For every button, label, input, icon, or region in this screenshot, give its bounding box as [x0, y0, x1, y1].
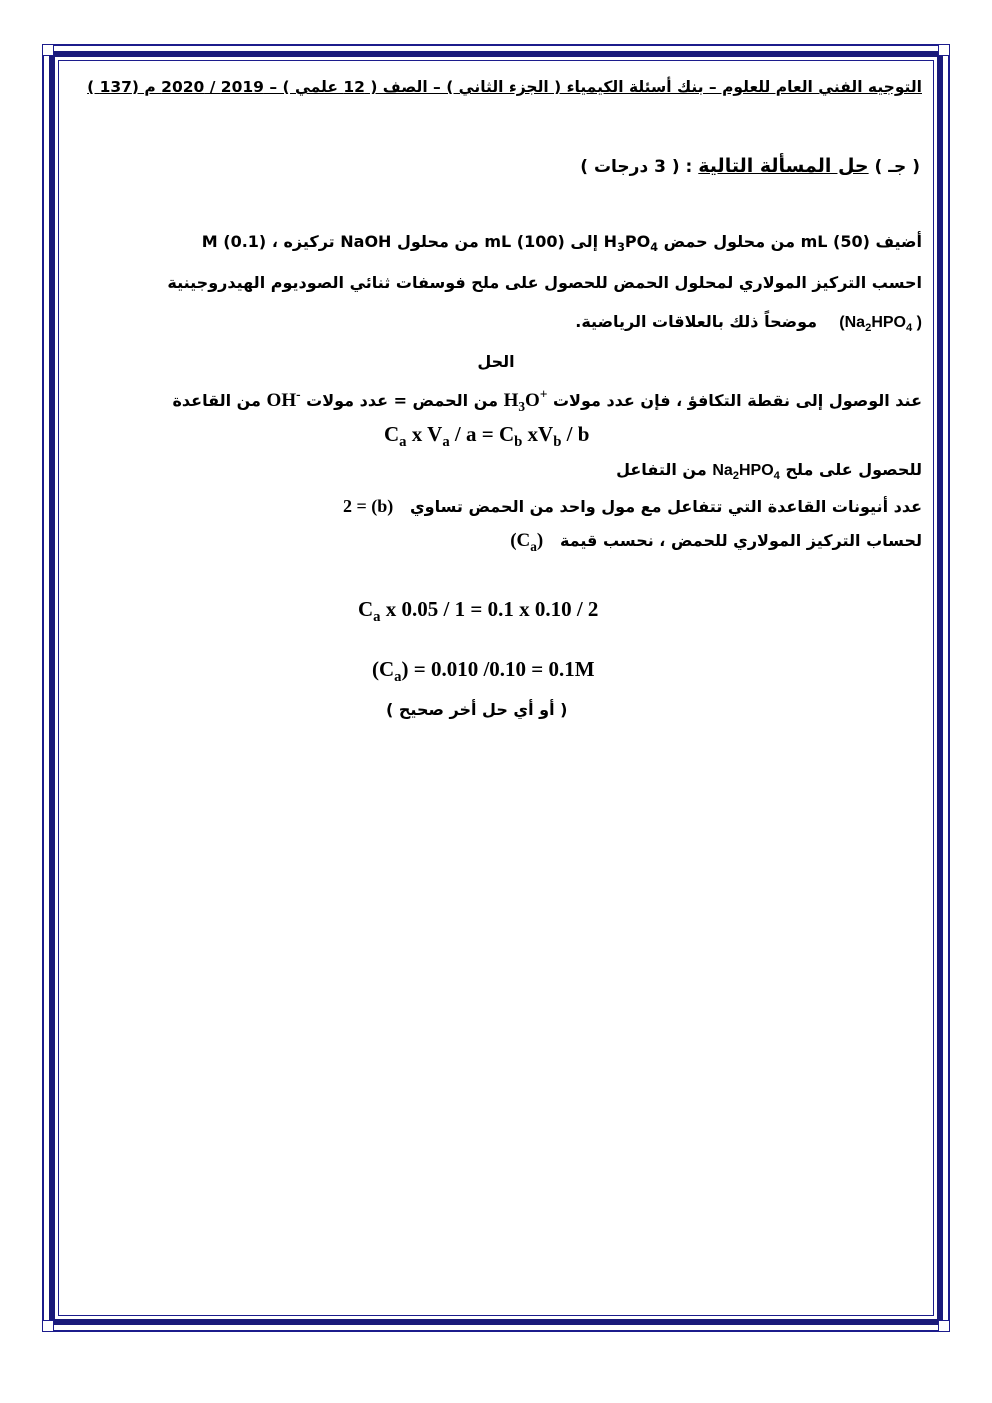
solution-line-1: عند الوصول إلى نقطة التكافؤ ، فإن عدد مولات $H_3O^+$ من الحمض = عدد مولات OH- من القاعدة	[172, 386, 922, 414]
formula-result: $(C_a) = 0.010$ /0.10 = 0.1M	[372, 657, 595, 686]
alternative-solution-note: ( أو أي حل أخر صحيح )	[386, 700, 568, 719]
formula-naoh: NaOH	[340, 232, 392, 251]
formula-ca: $(C_a)$	[510, 530, 544, 554]
solution-line-4: لحساب التركيز المولاري للحمض ، نحسب قيمة $(C_a)$	[510, 530, 922, 554]
section-label: ( جـ )	[874, 157, 920, 177]
section-title: حل المسألة التالية	[698, 155, 869, 177]
page-header: التوجيه الفني العام للعلوم – بنك أسئلة الكيمياء ( الجزء الثاني ) – الصف ( 12 علمي ) – 2019 / 2020 م (137 )	[87, 78, 922, 96]
formula-equivalence: $C_a$ x $V_a / a = C_b$ $xV_b$ / b	[384, 422, 590, 451]
formula-calculation: $C_a$ x 0.05 / 1 = 0.1 x 0.10 / 2	[358, 597, 599, 626]
question-line-1: أضيف mL (50) من محلول حمض $H_3PO_4$ إلى mL (100) من محلول NaOH تركيزه M (0.1) ،	[201, 232, 922, 255]
border-corner-bottom-left	[42, 1320, 54, 1332]
border-corner-top-right	[938, 44, 950, 56]
formula-na2hpo4-salt: $Na_2HPO_4$	[712, 462, 780, 483]
border-corner-bottom-right	[938, 1320, 950, 1332]
question-line-3: ($Na_2HPO_4$ ) موضحاً ذلك بالعلاقات الرياضية.	[575, 312, 922, 335]
formula-oh: OH-	[266, 386, 301, 411]
section-heading	[580, 155, 920, 177]
solution-line-2: للحصول على ملح $Na_2HPO_4$ من التفاعل	[616, 460, 922, 483]
formula-na2hpo4: ($Na_2HPO_4$ )	[839, 314, 922, 335]
solution-title: الحل	[477, 352, 515, 371]
formula-h3o: $H_3O^+$	[503, 386, 548, 414]
section-grade: : ( 3 درجات )	[580, 157, 693, 177]
question-line-2: احسب التركيز المولاري لمحلول الحمض للحصول على ملح فوسفات ثنائي الصوديوم الهيدروجينية	[167, 273, 922, 292]
formula-h3po4: $H_3PO_4$	[603, 232, 658, 255]
border-corner-top-left	[42, 44, 54, 56]
solution-line-3: عدد أنيونات القاعدة التي تتفاعل مع مول واحد من الحمض تساوي 2 = (b)	[343, 496, 922, 516]
